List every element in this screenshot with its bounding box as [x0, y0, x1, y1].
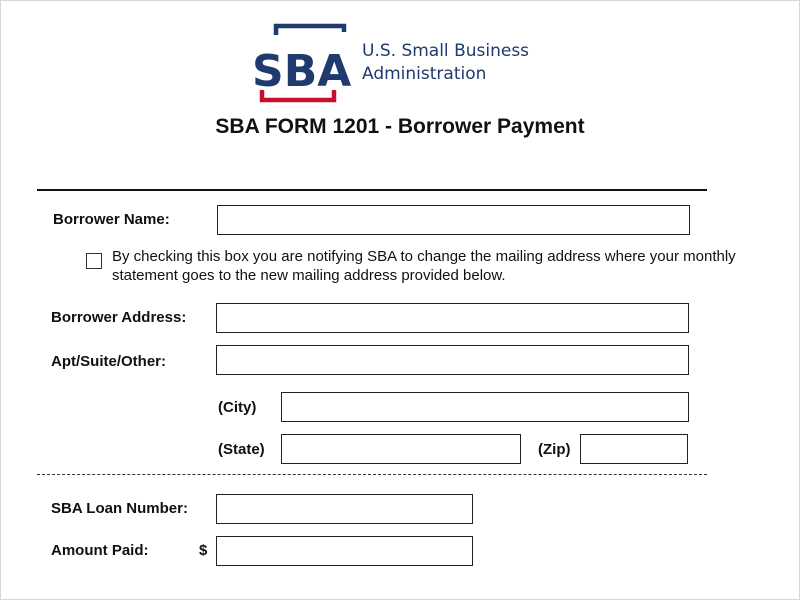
sba-logo: [248, 22, 538, 104]
state-label: (State): [218, 441, 265, 458]
city-label: (City): [218, 399, 257, 416]
zip-label: (Zip): [538, 441, 571, 458]
logo-text: SBA: [252, 46, 352, 97]
loan-number-label: SBA Loan Number:: [51, 500, 188, 517]
sba-logo-mark: [248, 22, 358, 104]
state-field[interactable]: [281, 434, 521, 464]
address-change-notice: By checking this box you are notifying SBA to change the mailing address where your monthly statement goes to the new mailing address provided below.: [112, 248, 736, 284]
borrower-address-label: Borrower Address:: [51, 309, 187, 326]
borrower-name-field[interactable]: [217, 205, 690, 235]
org-name-line1: U.S. Small Business: [362, 41, 530, 61]
amount-paid-label: Amount Paid:: [51, 542, 149, 559]
amount-paid-field[interactable]: [216, 536, 473, 566]
city-field[interactable]: [281, 392, 689, 422]
apt-suite-label: Apt/Suite/Other:: [51, 353, 166, 370]
top-divider: [37, 189, 707, 191]
section-divider: [37, 474, 707, 475]
zip-field[interactable]: [580, 434, 688, 464]
loan-number-field[interactable]: [216, 494, 473, 524]
borrower-address-field[interactable]: [216, 303, 689, 333]
borrower-name-label: Borrower Name:: [53, 211, 170, 228]
form-title: SBA FORM 1201 - Borrower Payment: [215, 115, 585, 138]
apt-suite-field[interactable]: [216, 345, 689, 375]
org-name-line2: Administration: [362, 64, 487, 84]
address-change-checkbox[interactable]: [86, 253, 102, 269]
currency-symbol: $: [199, 542, 208, 559]
